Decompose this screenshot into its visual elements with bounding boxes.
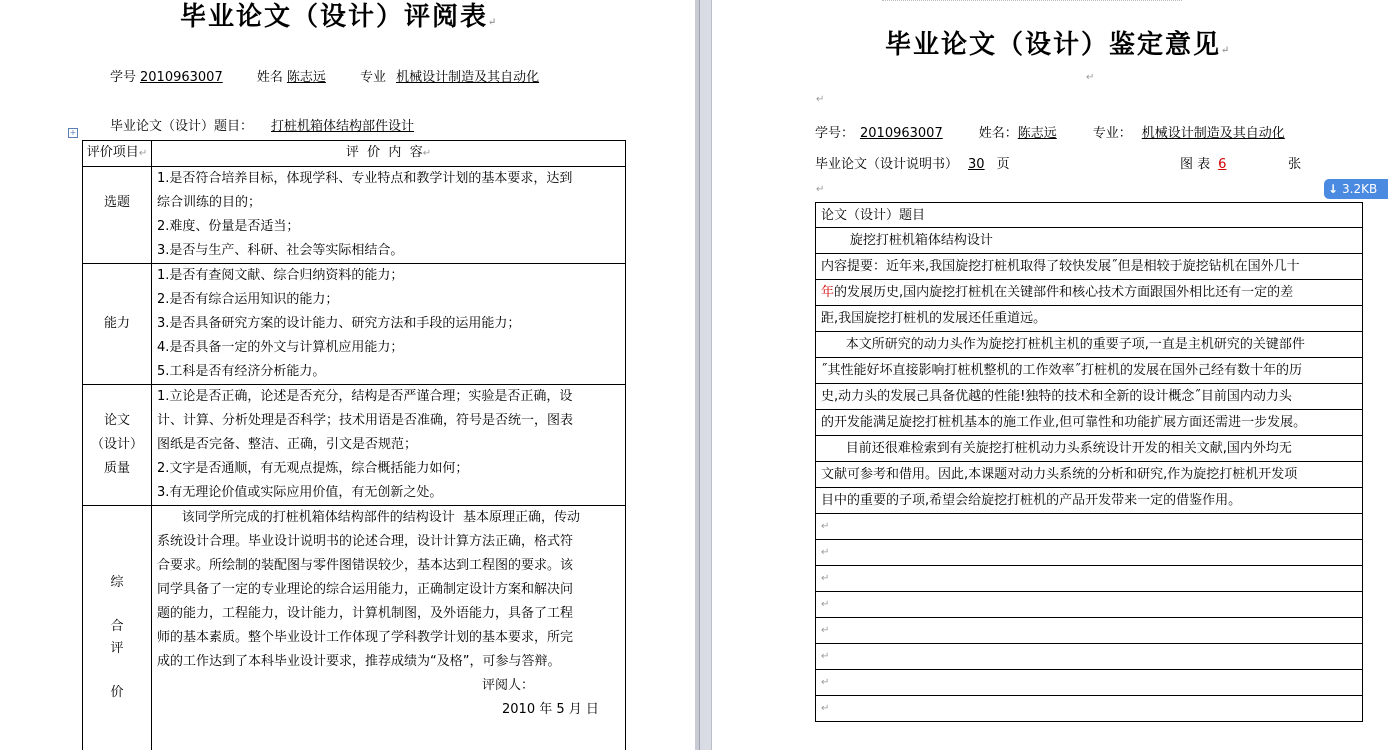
student-id-value: 2010963007: [860, 126, 943, 141]
name-label: 姓名: [256, 70, 283, 85]
name-value: 陈志远: [1017, 126, 1057, 141]
student-info-line: [110, 66, 545, 85]
box-line: 文献可参考和借用。因此,本课题对动力头系统的分析和研究,作为旋挖打桩机开发项: [815, 462, 1363, 488]
category-cell: 能力: [83, 264, 152, 385]
empty-box-line: ↵: [815, 540, 1363, 566]
table-row: [83, 167, 626, 264]
box-line: 旋挖打桩机箱体结构设计: [815, 228, 1363, 254]
student-id-label: 学号：: [815, 126, 855, 141]
box-line: 论文（设计）题目: [815, 202, 1363, 228]
category-cell: 选题: [83, 167, 152, 264]
box-line: 的开发能满足旋挖打桩机基本的施工作业,但可靠性和功能扩展方面还需进一步发展。: [815, 410, 1363, 436]
content-cell: 1.是否符合培养目标，体现学科、专业特点和教学计划的基本要求，达到 综合训练的目的； 2.难度、份量是否适当； 3.是否与生产、科研、社会等实际相结合。: [152, 167, 626, 264]
pages-unit: 页: [996, 157, 1010, 172]
reviewer-label: 评阅人：: [482, 678, 535, 693]
pages-line: [815, 153, 1010, 172]
review-date: 2010 年 5 月 日: [502, 702, 599, 717]
figures-label: 图 表: [1180, 157, 1211, 172]
name-value: 陈志远: [286, 70, 326, 85]
content-cell: 1.是否有查阅文献、综合归纳资料的能力； 2.是否有综合运用知识的能力； 3.是否具备研究方案的设计能力、研究方法和手段的运用能力； 4.是否具备一定的外文与计算机应用能力； 5.工科是否有经济分析能力。: [152, 264, 626, 385]
empty-box-line: ↵: [815, 566, 1363, 592]
review-form-title: 毕业论文（设计）评阅表↵: [180, 2, 499, 32]
appraisal-title: 毕业论文（设计）鉴定意见↵: [885, 30, 1232, 60]
review-table: [82, 140, 626, 750]
table-header-row: [83, 141, 626, 167]
empty-box-line: ↵: [815, 618, 1363, 644]
header-content-cell: 评 价 内 容↵: [152, 141, 626, 167]
empty-box-line: ↵: [815, 644, 1363, 670]
box-line: 史,动力头的发展己具备优越的性能!独特的技术和全新的设计概念˝目前国内动力头: [815, 384, 1363, 410]
topic-line: [110, 115, 581, 134]
reviewer-line: [152, 674, 625, 698]
category-cell: 综 合 评 价: [83, 506, 152, 750]
major-label: 专业: [360, 70, 387, 85]
content-cell: 1.立论是否正确，论述是否充分，结构是否严谨合理；实验是否正确，设 计、计算、分析处理是否科学；技术用语是否准确，符号是否统一，图表 图纸是否完备、整洁、正确，引文是否规范； 2.文字是否通顺，有无观点提炼，综合概括能力如何； 3.有无理论价值或实际应用价值，有无创新之处。: [152, 385, 626, 506]
major-value: 机械设计制造及其自动化: [1141, 126, 1285, 141]
header-item-cell: 评价项目↵: [83, 141, 152, 167]
paragraph-mark: ↵: [816, 184, 825, 195]
empty-box-line: ↵: [815, 696, 1363, 722]
figures-unit: 张: [1288, 157, 1302, 172]
student-id-value: 2010963007: [140, 70, 223, 85]
figures-line: [1180, 153, 1301, 172]
box-line: 本文所研究的动力头作为旋挖打桩机主机的重要子项,一直是主机研究的关键部件: [815, 332, 1363, 358]
table-row: [83, 506, 626, 750]
table-move-handle-icon[interactable]: +: [69, 128, 77, 137]
table-row: [83, 264, 626, 385]
download-size-badge[interactable]: ↓ 3.2KB: [1324, 179, 1388, 199]
empty-box-line: ↵: [815, 514, 1363, 540]
empty-box-line: ↵: [815, 670, 1363, 696]
name-label: 姓名：: [978, 126, 1018, 141]
box-line: ˝其性能好坏直接影响打桩机整机的工作效率˝打桩机的发展在国外己经有数十年的历: [815, 358, 1363, 384]
major-value: 机械设计制造及其自动化: [396, 70, 540, 85]
box-line: 距,我国旋挖打桩机的发展还任重道远。: [815, 306, 1363, 332]
box-line: 目前还很难检索到有关旋挖打桩机动力头系统设计开发的相关文献,国内外均无: [815, 436, 1363, 462]
table-row: [83, 385, 626, 506]
box-line: 目中的重要的子项,希望会给旋挖打桩机的产品开发带来一定的借鉴作用。: [815, 488, 1363, 514]
pages-label: 毕业论文（设计说明书）: [815, 157, 959, 172]
box-line-with-red: 年的发展历史,国内旋挖打桩机在关键部件和核心技术方面跟国外相比还有一定的差: [815, 280, 1363, 306]
box-line: 内容提要：近年来,我国旋挖打桩机取得了较快发展˝但是相较于旋挖钻机在国外几十: [815, 254, 1363, 280]
paragraph-mark: ↵: [1086, 72, 1095, 83]
student-info-line: [815, 122, 1285, 141]
figures-value: 6: [1218, 157, 1227, 172]
download-arrow-icon: ↓: [1327, 182, 1339, 196]
appraisal-box: [815, 202, 1363, 722]
page-divider: [699, 0, 712, 750]
pages-value: 30: [968, 157, 985, 172]
clipped-header-line: [882, 0, 1182, 1]
empty-box-line: ↵: [815, 592, 1363, 618]
content-cell: 该同学所完成的打桩机箱体结构部件的结构设计 基本原理正确，传动 系统设计合理。毕业设计说明书的论述合理，设计计算方法正确，格式符 合要求。所绘制的装配图与零件图错误较少，基本达到工程图的要求。该 同学具备了一定的专业理论的综合运用能力，正确制定设计方案和解决问 题的能力，工程能力，设计能力，计算机制图，及外语能力，具备了工程 师的基本素质。整个毕业设计工作体现了学科教学计划的基本要求，所完 成的工作达到了本科毕业设计要求，推荐成绩为“及格”，可参与答辩。 评阅人： 2010 年 5 月 日: [152, 506, 626, 750]
paragraph-mark: ↵: [816, 94, 825, 105]
student-id-label: 学号: [110, 70, 137, 85]
topic-label: 毕业论文（设计）题目：: [110, 119, 254, 134]
topic-value: 打桩机箱体结构部件设计: [271, 119, 415, 134]
major-label: 专业：: [1092, 126, 1132, 141]
category-cell: 论文 （设计） 质量: [83, 385, 152, 506]
